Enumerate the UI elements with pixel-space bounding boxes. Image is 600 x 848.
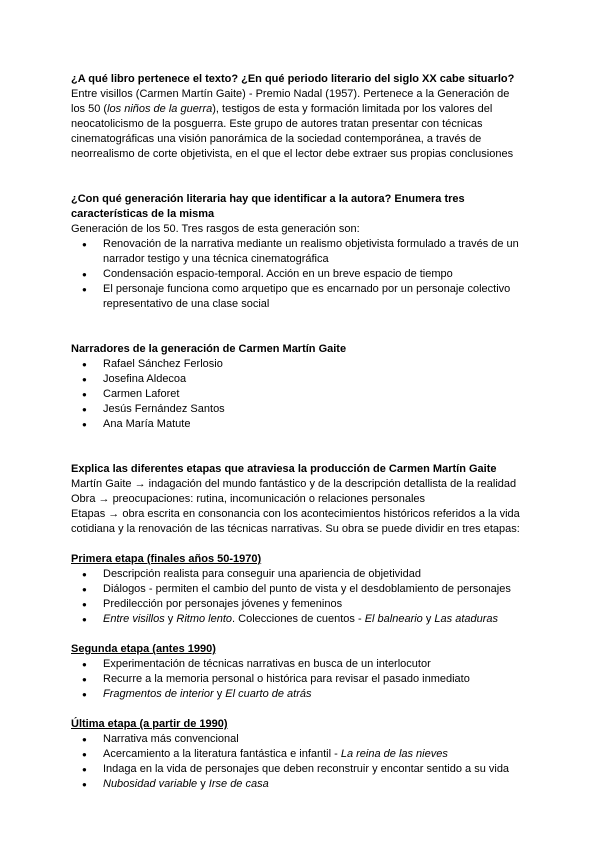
work-title: La reina de las nieves bbox=[340, 748, 448, 760]
list-item: ● Condensación espacio-temporal. Acción en un breve espacio de tiempo bbox=[103, 267, 531, 282]
answer-4-line: Martín Gaite → indagación del mundo fantástico y de la descripción detallista de la realidad bbox=[71, 478, 517, 490]
section-narrators bbox=[71, 342, 531, 432]
question-4: Explica las diferentes etapas que atraviesa la producción de Carmen Martín Gaite bbox=[71, 463, 497, 475]
stage-2-title: Segunda etapa (antes 1990) bbox=[71, 643, 216, 655]
list-item bbox=[103, 777, 531, 792]
answer-1-line: neorrealismo de corte objetivista, en el que el lector debe extraer sus propias conclusiones bbox=[71, 148, 514, 160]
document-body bbox=[71, 72, 531, 792]
work-title: Nubosidad variable bbox=[103, 778, 198, 790]
list-item: ● Descripción realista para conseguir una apariencia de objetividad bbox=[103, 567, 531, 582]
section-stages bbox=[71, 462, 531, 792]
stage-1-list bbox=[71, 567, 531, 627]
work-title: El balneario bbox=[364, 613, 423, 625]
answer-1-text: ), testigos de esta y formación limitada por los valores del bbox=[212, 103, 493, 115]
list-item: ● Experimentación de técnicas narrativas en busca de un interlocutor bbox=[103, 657, 531, 672]
list-item: ● Renovación de la narrativa mediante un realismo objetivista formulado a través de un narrador testigo y una técnica cinematográfica bbox=[103, 237, 531, 267]
list-item: ● Recurre a la memoria personal o histórica para revisar el pasado inmediato bbox=[103, 672, 531, 687]
question-1: ¿A qué libro pertenece el texto? ¿En qué periodo literario del siglo XX cabe situarlo? bbox=[71, 73, 515, 85]
answer-4-line: Etapas → obra escrita en consonancia con los acontecimientos históricos referidos a la vida cotidiana y la renovación de las técnicas narrativas. Su obra se puede dividir en tres etapas: bbox=[71, 508, 520, 535]
stage-1-title: Primera etapa (finales años 50-1970) bbox=[71, 553, 262, 565]
work-title: Las ataduras bbox=[434, 613, 499, 625]
stage-3-list bbox=[71, 732, 531, 792]
answer-1 bbox=[71, 87, 531, 162]
list-item bbox=[103, 612, 531, 627]
question-3: Narradores de la generación de Carmen Martín Gaite bbox=[71, 343, 347, 355]
list-item: ● Josefina Aldecoa bbox=[103, 372, 531, 387]
work-title: Irse de casa bbox=[208, 778, 269, 790]
work-title: Entre visillos bbox=[103, 613, 165, 625]
answer-1-line: neocatolicismo de la posguerra. Este grupo de autores tratan presentar con técnicas bbox=[71, 118, 483, 130]
work-title: Ritmo lento bbox=[176, 613, 233, 625]
work-title: Fragmentos de interior bbox=[103, 688, 214, 700]
answer-1-line: cinematográficas una visión panorámica de la sociedad contemporánea, a través de bbox=[71, 133, 482, 145]
answer-4-line: Obra → preocupaciones: rutina, incomunicación o relaciones personales bbox=[71, 493, 426, 505]
list-text: y bbox=[164, 613, 177, 625]
section-book-period bbox=[71, 72, 531, 162]
characteristics-list bbox=[71, 237, 531, 312]
list-item: ● Predilección por personajes jóvenes y femeninos bbox=[103, 597, 531, 612]
answer-1-line: Entre visillos (Carmen Martín Gaite) - Premio Nadal (1957). Pertenece a la Generación de bbox=[71, 88, 510, 100]
work-title: El cuarto de atrás bbox=[225, 688, 312, 700]
answer-2-intro: Generación de los 50. Tres rasgos de esta generación son: bbox=[71, 223, 360, 235]
narrators-list bbox=[71, 357, 531, 432]
list-item: ● Narrativa más convencional bbox=[103, 732, 531, 747]
list-item: ● Carmen Laforet bbox=[103, 387, 531, 402]
question-2: ¿Con qué generación literaria hay que identificar a la autora? Enumera tres características de la misma bbox=[71, 193, 465, 220]
list-item: ● El personaje funciona como arquetipo que es encarnado por un personaje colectivo representativo de una clase social bbox=[103, 282, 531, 312]
list-item bbox=[103, 687, 531, 702]
list-text: . Colecciones de cuentos - bbox=[232, 613, 365, 625]
section-generation bbox=[71, 192, 531, 312]
list-item: ● Rafael Sánchez Ferlosio bbox=[103, 357, 531, 372]
list-item bbox=[103, 747, 531, 762]
list-text: y bbox=[197, 778, 209, 790]
list-item: ● Indaga en la vida de personajes que deben reconstruir y encontar sentido a su vida bbox=[103, 762, 531, 777]
stage-3-title: Última etapa (a partir de 1990) bbox=[71, 718, 228, 730]
answer-1-text: los 50 ( bbox=[71, 103, 108, 115]
list-text: y bbox=[213, 688, 226, 700]
answer-1-italic: los niños de la guerra bbox=[107, 103, 213, 115]
list-item: ● Ana María Matute bbox=[103, 417, 531, 432]
list-item: ● Jesús Fernández Santos bbox=[103, 402, 531, 417]
list-text: y bbox=[422, 613, 435, 625]
list-text: Acercamiento a la literatura fantástica e infantil - bbox=[103, 748, 341, 760]
stage-2-list bbox=[71, 657, 531, 702]
list-item: ● Diálogos - permiten el cambio del punto de vista y el desdoblamiento de personajes bbox=[103, 582, 531, 597]
